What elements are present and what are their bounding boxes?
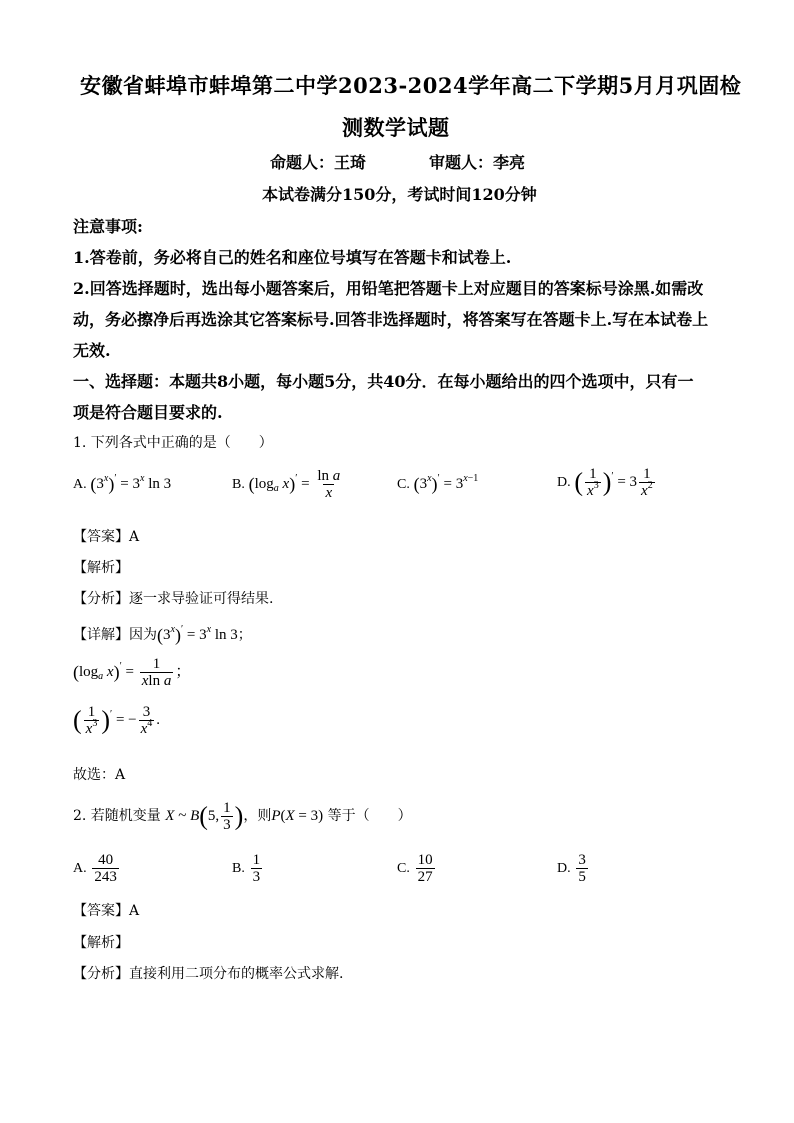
q1-detail-line-1: 【详解】因为$(3^x)' = 3^x$ ln 3； — [73, 624, 252, 646]
q2-option-c-label: C. — [397, 860, 410, 876]
q2-option-b-label: B. — [232, 860, 245, 876]
q2-option-a-label: A. — [73, 860, 87, 876]
q2-stem-suffix: 等于（ ） — [327, 807, 412, 824]
q2-option-d-num: 3 — [578, 852, 586, 868]
notes-item-2-line-1: 2.回答选择题时，选出每小题答案后，用铅笔把答题卡上对应题目的答案标号涂黑.如需改 — [73, 279, 704, 298]
q2-option-b-num: 1 — [252, 852, 261, 868]
reviewer: 审题人：李亮 — [429, 153, 526, 172]
q1-option-d: D. ( $\frac{1}{x^3}$ )′ = 3 $\frac{1}{x^2}$ — [557, 466, 653, 499]
q2-option-b — [232, 852, 264, 885]
exam-info: 本试卷满分150分，考试时间120分钟 — [262, 185, 537, 204]
q1-detail-line-3: ( $\frac{1}{x^3}$ )′ = − $\frac{3}{x^4}$ . — [73, 704, 161, 737]
q1-option-a-label: A. — [73, 476, 87, 492]
q1-analysis-tag: 【解析】 — [73, 560, 129, 576]
q2-option-a — [73, 852, 121, 885]
title-line-2: 测数学试题 — [342, 115, 450, 140]
q1-option-d-label: D. — [557, 474, 571, 490]
q1-option-b: B. ($\log_a$ x)′ = $\frac{\text{ln a}}{x}$ — [232, 468, 341, 501]
title-line-1: 安徽省蚌埠市蚌埠第二中学2023-2024学年高二下学期5月月巩固检 — [80, 73, 742, 98]
section-1-line-2: 项是符合题目要求的. — [73, 403, 223, 422]
q1-option-c: C. $(3^x)' = 3^{x-1}$ — [397, 472, 479, 494]
notes-item-2-line-2: 动，务必擦净后再选涂其它答案标号.回答非选择题时，将答案写在答题卡上.写在本试卷上 — [73, 310, 709, 329]
q2-stem-mid: ，则 — [243, 807, 272, 824]
q1-stem: 1. 下列各式中正确的是（ ） — [73, 435, 273, 451]
section-1-line-1: 一、选择题：本题共8小题，每小题5分，共40分．在每小题给出的四个选项中，只有一 — [73, 372, 694, 391]
notes-heading: 注意事项: — [73, 217, 143, 236]
notes-item-1: 1.答卷前，务必将自己的姓名和座位号填写在答题卡和试卷上. — [73, 248, 512, 267]
q2-option-a-den: 243 — [94, 869, 117, 885]
q2-fenxi: 【分析】直接利用二项分布的概率公式求解. — [73, 966, 344, 982]
q1-option-b-label: B. — [232, 476, 245, 492]
q2-option-c — [397, 852, 437, 885]
q2-analysis-tag: 【解析】 — [73, 935, 129, 951]
q2-option-a-num: 40 — [98, 852, 114, 868]
q2-option-d-den: 5 — [578, 869, 586, 885]
q1-answer: 【答案】A — [73, 529, 140, 545]
q2-option-d — [557, 852, 590, 885]
q2-stem-prefix: 2. 若随机变量 — [73, 807, 161, 824]
q1-option-c-label: C. — [397, 476, 410, 492]
q2-option-c-num: 10 — [417, 852, 433, 868]
q2-option-b-den: 3 — [252, 869, 261, 885]
q1-option-a: A. $(3^x)' = 3^x$ ln 3 — [73, 472, 172, 494]
q2-option-c-den: 27 — [417, 869, 433, 885]
q1-fenxi: 【分析】逐一求导验证可得结果. — [73, 591, 274, 607]
q2-stem: 2. 若随机变量 X ~ B(5, $\frac{1}{3}$ )，则P(X = 3) 等于（ ） — [73, 800, 412, 833]
q1-detail-prefix: 【详解】因为 — [73, 627, 157, 643]
author: 命题人：王琦 — [270, 153, 367, 172]
q2-option-d-label: D. — [557, 860, 571, 876]
notes-item-2-line-3: 无效. — [73, 341, 111, 360]
q1-conclusion: 故选：A — [73, 767, 126, 783]
q1-detail-line-2: ($\log_a$ x)′ = $\frac{1}{\text{xln a}}$ ； — [73, 656, 191, 689]
q2-answer: 【答案】A — [73, 903, 140, 919]
